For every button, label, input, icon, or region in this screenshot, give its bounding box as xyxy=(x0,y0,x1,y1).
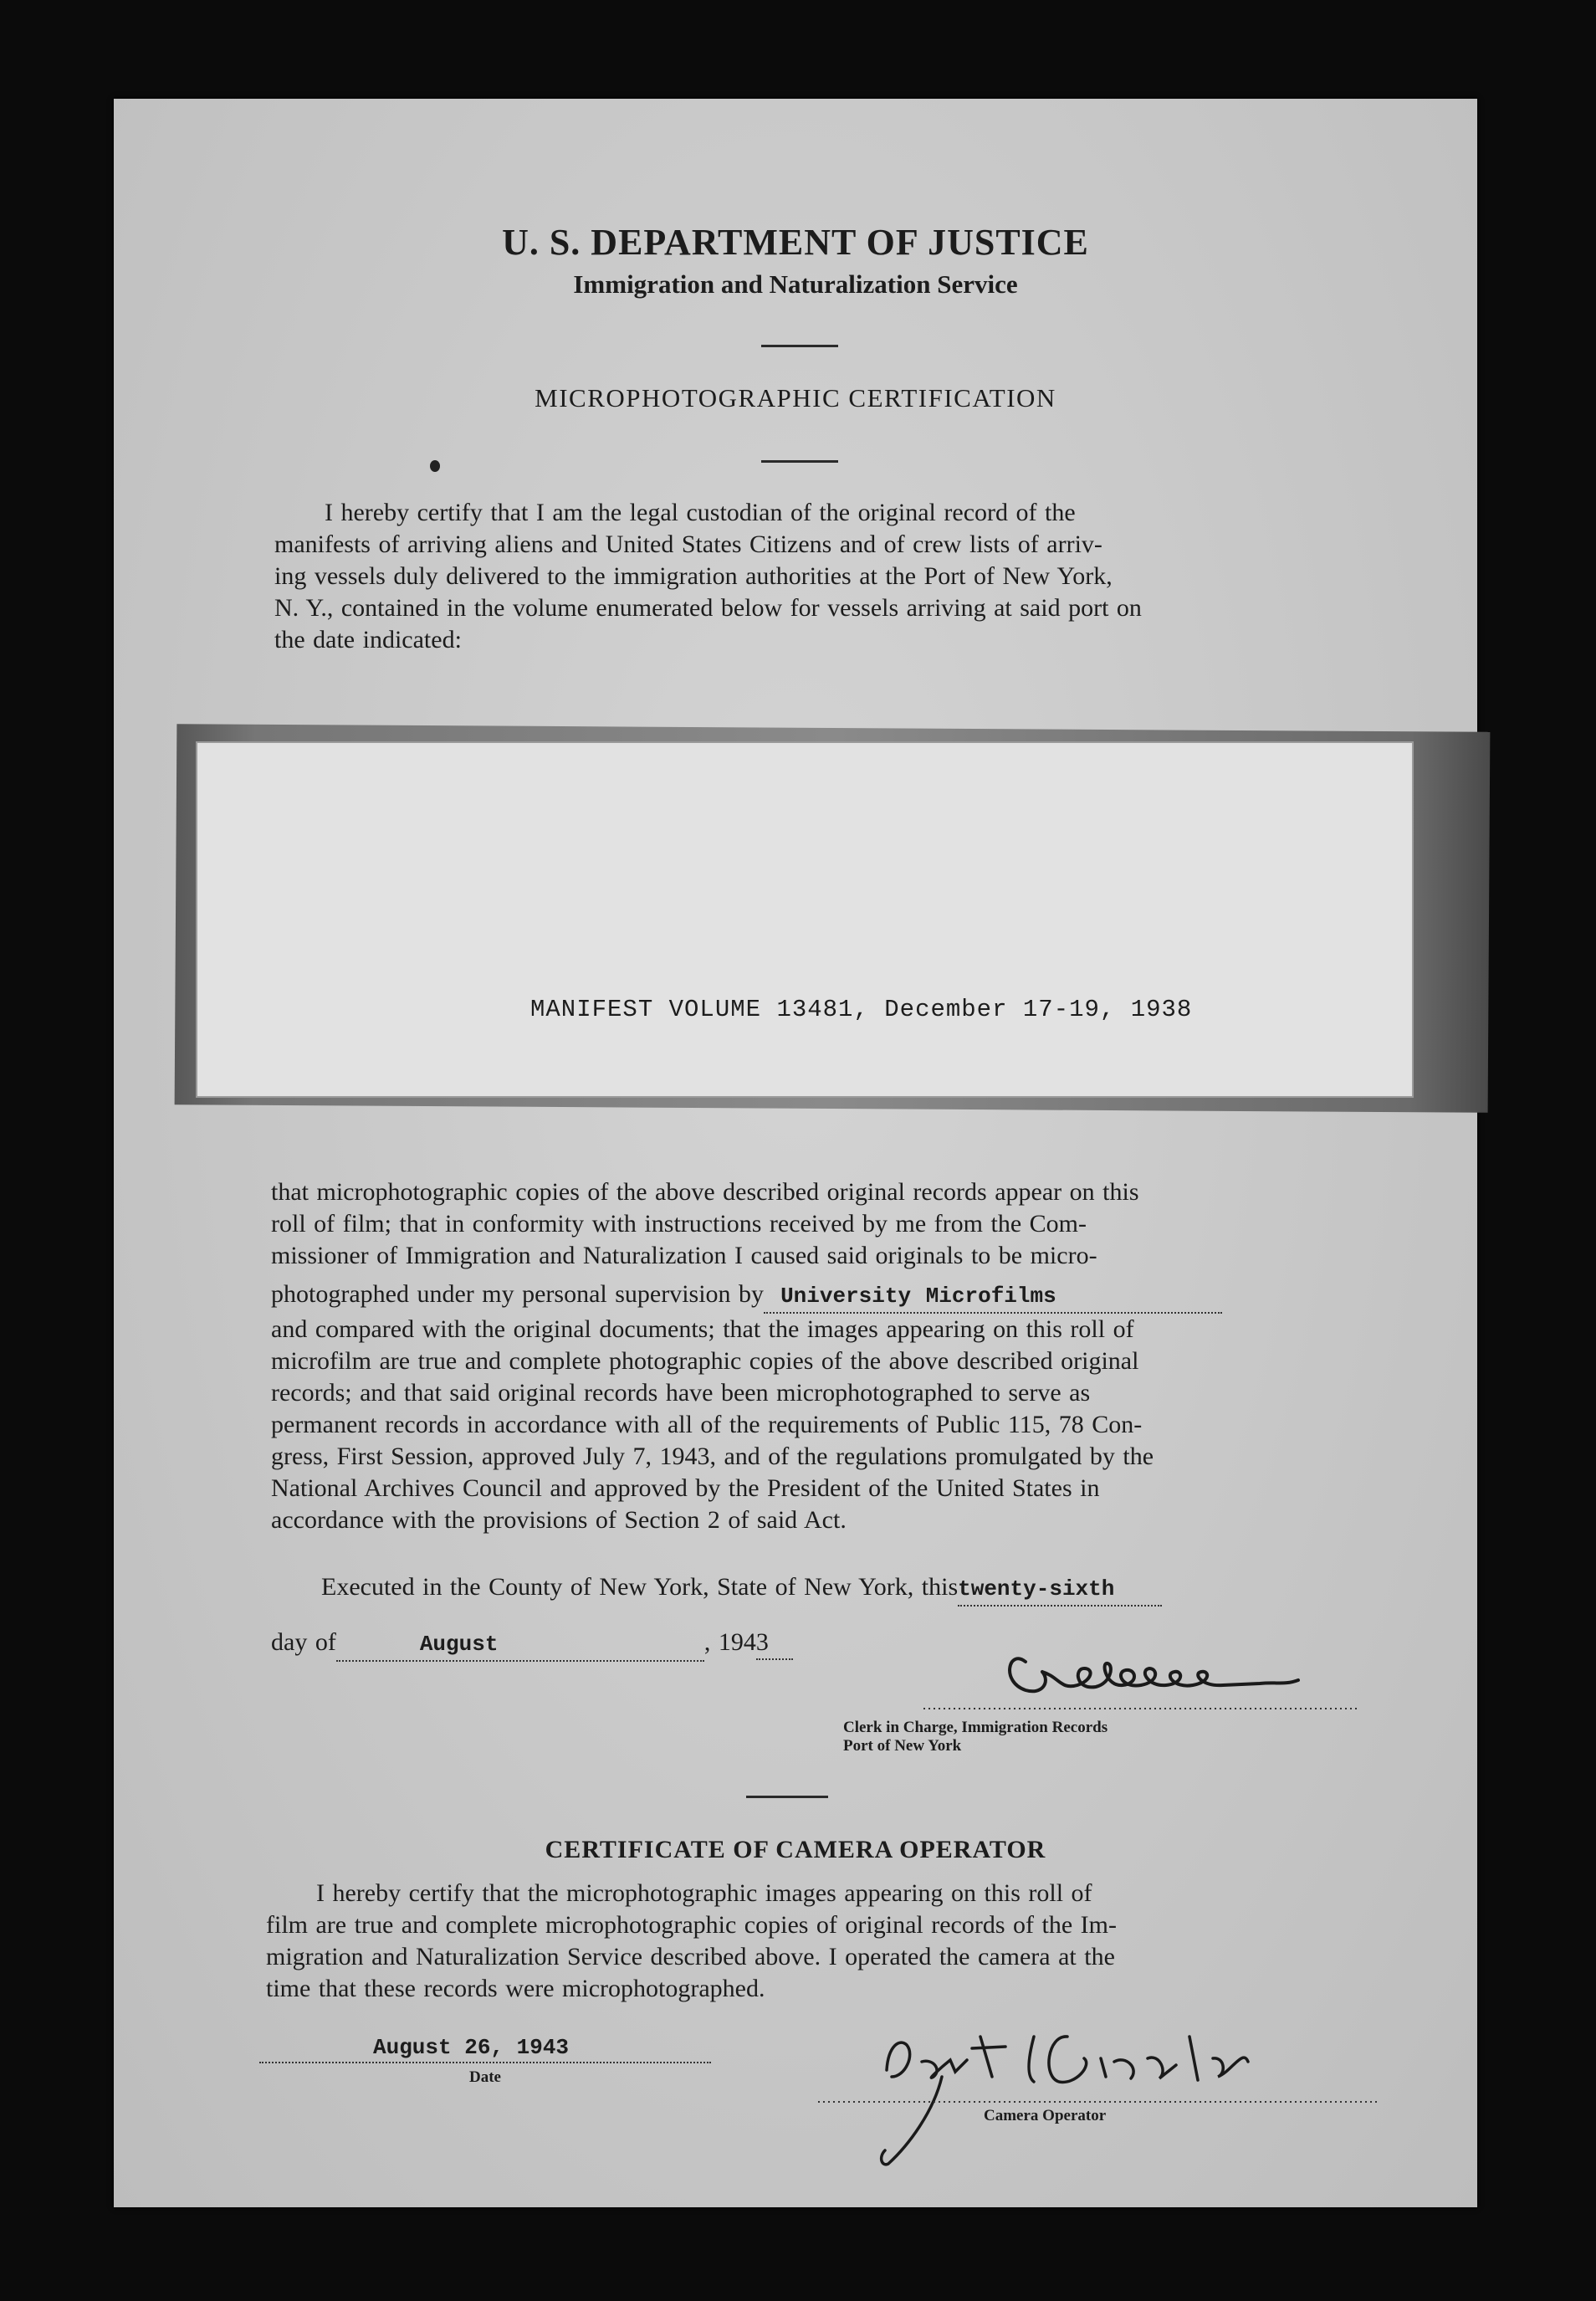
department-heading: U. S. DEPARTMENT OF JUSTICE xyxy=(502,222,1089,263)
intro-line: the date indicated: xyxy=(274,626,462,653)
manifest-slip xyxy=(196,741,1414,1098)
clerk-title-line: Port of New York xyxy=(843,1737,962,1755)
body-line: accordance with the provisions of Section 2 of said Act. xyxy=(271,1506,847,1534)
body-line: roll of film; that in conformity with instructions received by me from the Com- xyxy=(271,1210,1087,1238)
body-line: and compared with the original documents; that the images appearing on this roll of xyxy=(271,1315,1134,1343)
clerk-signature xyxy=(917,1632,1368,1724)
month-value: August xyxy=(419,1632,499,1657)
intro-line: manifests of arriving aliens and United States Citizens and of crew lists of arriv- xyxy=(274,530,1102,558)
supervision-prefix: photographed under my personal supervision by xyxy=(271,1280,765,1308)
executed-day-field xyxy=(958,1571,1162,1607)
intro-line: N. Y., contained in the volume enumerated below for vessels arriving at said port on xyxy=(274,594,1142,622)
day-of-label: day of xyxy=(271,1628,336,1656)
supervision-field xyxy=(764,1279,1222,1314)
body-line: missioner of Immigration and Naturalization I caused said originals to be micro- xyxy=(271,1242,1097,1269)
clerk-title-line: Clerk in Charge, Immigration Records xyxy=(843,1719,1108,1736)
camera-line: migration and Naturalization Service described above. I operated the camera at the xyxy=(266,1943,1115,1970)
certification-title: MICROPHOTOGRAPHIC CERTIFICATION xyxy=(535,383,1056,413)
body-line: permanent records in accordance with all of the requirements of Public 115, 78 Con- xyxy=(271,1411,1143,1438)
executed-line xyxy=(321,1571,1325,1607)
executed-prefix: Executed in the County of New York, State of New York, this xyxy=(321,1573,959,1601)
header-divider xyxy=(761,345,838,347)
body-line: National Archives Council and approved by the President of the United States in xyxy=(271,1474,1100,1502)
year-prefix: , 194 xyxy=(703,1628,756,1656)
day-of-line xyxy=(271,1627,1024,1662)
body-line: microfilm are true and complete photographic copies of the above described original xyxy=(271,1347,1139,1375)
clerk-title xyxy=(843,1719,1278,1755)
title-divider xyxy=(761,460,838,463)
body-line: gress, First Session, approved July 7, 1943, and of the regulations promulgated by the xyxy=(271,1443,1154,1470)
intro-line: I hereby certify that I am the legal custodian of the original record of the xyxy=(325,499,1076,526)
supervision-line xyxy=(271,1279,1315,1314)
body-line: that microphotographic copies of the above described original records appear on this xyxy=(271,1178,1139,1206)
date-block xyxy=(259,2035,711,2087)
year-digit: 3 xyxy=(755,1628,769,1656)
camera-line: I hereby certify that the microphotographic images appearing on this roll of xyxy=(316,1879,1092,1907)
body-line: records; and that said original records have been microphotographed to serve as xyxy=(271,1379,1091,1407)
certificate-page xyxy=(114,99,1477,2207)
intro-paragraph xyxy=(274,497,1315,656)
manifest-volume-text: MANIFEST VOLUME 13481, December 17-19, 1938 xyxy=(530,996,1193,1023)
executed-day-value: twenty-sixth xyxy=(958,1576,1115,1601)
supervision-by: University Microfilms xyxy=(780,1284,1056,1309)
body-paragraph xyxy=(271,1176,1315,1536)
service-subheading: Immigration and Naturalization Service xyxy=(573,269,1018,299)
camera-operator-signature xyxy=(808,1978,1377,2170)
month-field xyxy=(336,1627,704,1662)
date-field xyxy=(259,2035,711,2063)
camera-line: film are true and complete microphotographic copies of original records of the Im- xyxy=(266,1911,1117,1939)
camera-operator-label: Camera Operator xyxy=(984,2107,1107,2124)
camera-line: time that these records were microphotographed. xyxy=(266,1975,765,2002)
section-divider xyxy=(746,1796,828,1798)
year-field xyxy=(756,1627,793,1660)
intro-line: ing vessels duly delivered to the immigration authorities at the Port of New York, xyxy=(274,562,1113,590)
date-label: Date xyxy=(469,2068,501,2086)
camera-section-title: CERTIFICATE OF CAMERA OPERATOR xyxy=(545,1836,1046,1863)
punch-mark xyxy=(430,460,440,472)
date-value: August 26, 1943 xyxy=(373,2035,570,2060)
